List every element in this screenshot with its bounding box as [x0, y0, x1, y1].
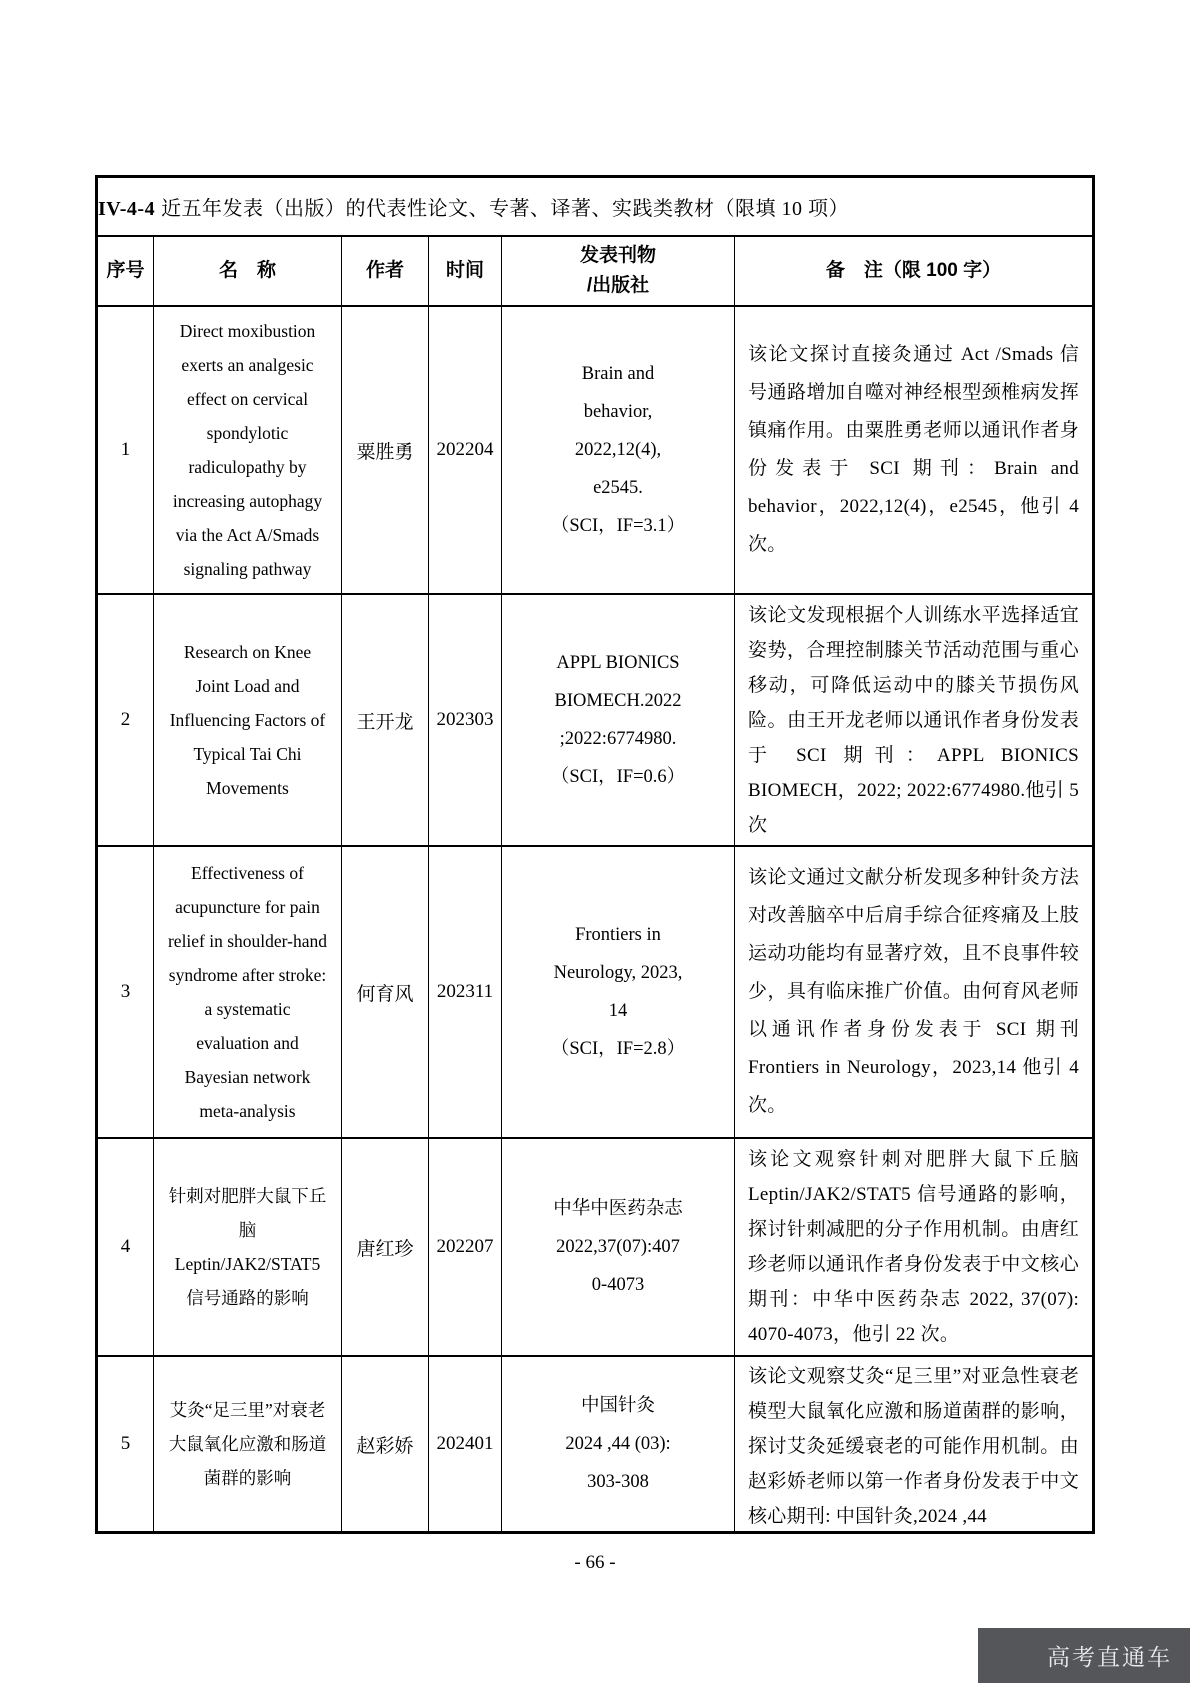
header-index: 序号 — [97, 236, 154, 306]
remark-cell — [735, 1138, 1094, 1356]
page-number: - 66 - — [574, 1552, 616, 1573]
header-date: 时间 — [429, 236, 502, 306]
watermark-text: 高考直通车 — [1047, 1644, 1172, 1670]
table-title-number: IV-4-4 — [98, 198, 156, 220]
header-publication: 发表刊物 /出版社 — [502, 236, 735, 306]
publication-cell: 中华中医药杂志 2022,37(07):407 0-4073 — [502, 1138, 735, 1356]
publication-cell: Brain and behavior, 2022,12(4), e2545. （SCI，IF=3.1） — [502, 306, 735, 594]
table-title-text: 近五年发表（出版）的代表性论文、专著、译著、实践类教材 — [161, 198, 715, 220]
remark-cell — [735, 1356, 1094, 1533]
date-cell: 202204 — [429, 306, 502, 594]
remark-cell — [735, 594, 1094, 846]
table-row — [97, 1138, 1094, 1356]
header-name: 名 称 — [154, 236, 342, 306]
author-cell: 唐红珍 — [342, 1138, 429, 1356]
date-cell: 202311 — [429, 846, 502, 1138]
row-index-cell: 5 — [97, 1356, 154, 1533]
remark-text: 该论文发现根据个人训练水平选择适宜姿势，合理控制膝关节活动范围与重心移动，可降低运动中的膝关节损伤风险。由王开龙老师以通讯作者身份发表于 SCI 期刊：APPL BIONICS BIOMECH，2022; 2022:6774980.他引 5 次 — [748, 604, 1080, 836]
table-title — [97, 177, 1094, 237]
table-row — [97, 594, 1094, 846]
table-row — [97, 306, 1094, 594]
row-index-cell: 4 — [97, 1138, 154, 1356]
author-cell: 粟胜勇 — [342, 306, 429, 594]
row-index-cell: 2 — [97, 594, 154, 846]
publication-cell: 中国针灸 2024 ,44 (03): 303-308 — [502, 1356, 735, 1533]
header-author: 作者 — [342, 236, 429, 306]
remark-text: 该论文探讨直接灸通过 Act /Smads 信号通路增加自噬对神经根型颈椎病发挥镇痛作用。由粟胜勇老师以通讯作者身份发表于 SCI 期刊：Brain and behavior，2022,12(4)，e2545，他引 4 次。 — [748, 344, 1080, 555]
author-cell: 王开龙 — [342, 594, 429, 846]
date-cell: 202401 — [429, 1356, 502, 1533]
remark-text: 该论文通过文献分析发现多种针灸方法对改善脑卒中后肩手综合征疼痛及上肢运动功能均有显著疗效，且不良事件较少，具有临床推广价值。由何育风老师以通讯作者身份发表于 SCI 期刊 Frontiers in Neurology，2023,14 他引 4 次。 — [748, 867, 1080, 1116]
paper-title-cell: 艾灸“足三里”对衰老 大鼠氧化应激和肠道 菌群的影响 — [154, 1356, 342, 1533]
table-title-row — [97, 177, 1094, 237]
row-index-cell: 3 — [97, 846, 154, 1138]
table-row — [97, 846, 1094, 1138]
table-title-limit-note: （限填 10 项） — [714, 198, 850, 220]
paper-title-cell: Effectiveness of acupuncture for pain relief in shoulder-hand syndrome after stroke: a systematic evaluation and Bayesian network meta-analysis — [154, 846, 342, 1138]
date-cell: 202207 — [429, 1138, 502, 1356]
watermark-badge — [978, 1628, 1190, 1683]
header-remark: 备 注（限 100 字） — [735, 236, 1094, 306]
remark-text: 该论文观察艾灸“足三里”对亚急性衰老模型大鼠氧化应激和肠道菌群的影响，探讨艾灸延缓衰老的可能作用机制。由赵彩娇老师以第一作者身份发表于中文核心期刊: 中国针灸,2024 ,44 — [748, 1366, 1080, 1527]
row-index-cell: 1 — [97, 306, 154, 594]
table-row — [97, 1356, 1094, 1533]
remark-cell — [735, 306, 1094, 594]
paper-title-cell: Research on Knee Joint Load and Influencing Factors of Typical Tai Chi Movements — [154, 594, 342, 846]
author-cell: 何育风 — [342, 846, 429, 1138]
publications-table — [95, 175, 1095, 1534]
paper-title-cell: 针刺对肥胖大鼠下丘 脑 Leptin/JAK2/STAT5 信号通路的影响 — [154, 1138, 342, 1356]
paper-title-cell: Direct moxibustion exerts an analgesic effect on cervical spondylotic radiculopathy by increasing autophagy via the Act A/Smads signaling pathway — [154, 306, 342, 594]
remark-text: 该论文观察针刺对肥胖大鼠下丘脑 Leptin/JAK2/STAT5 信号通路的影响，探讨针刺减肥的分子作用机制。由唐红珍老师以通讯作者身份发表于中文核心期刊：中华中医药杂志 2022, 37(07): 4070-4073，他引 22 次。 — [748, 1149, 1080, 1345]
remark-cell — [735, 846, 1094, 1138]
table-header-row — [97, 236, 1094, 306]
publication-cell: APPL BIONICS BIOMECH.2022 ;2022:6774980. （SCI，IF=0.6） — [502, 594, 735, 846]
author-cell: 赵彩娇 — [342, 1356, 429, 1533]
date-cell: 202303 — [429, 594, 502, 846]
publication-cell: Frontiers in Neurology, 2023, 14 （SCI，IF=2.8） — [502, 846, 735, 1138]
